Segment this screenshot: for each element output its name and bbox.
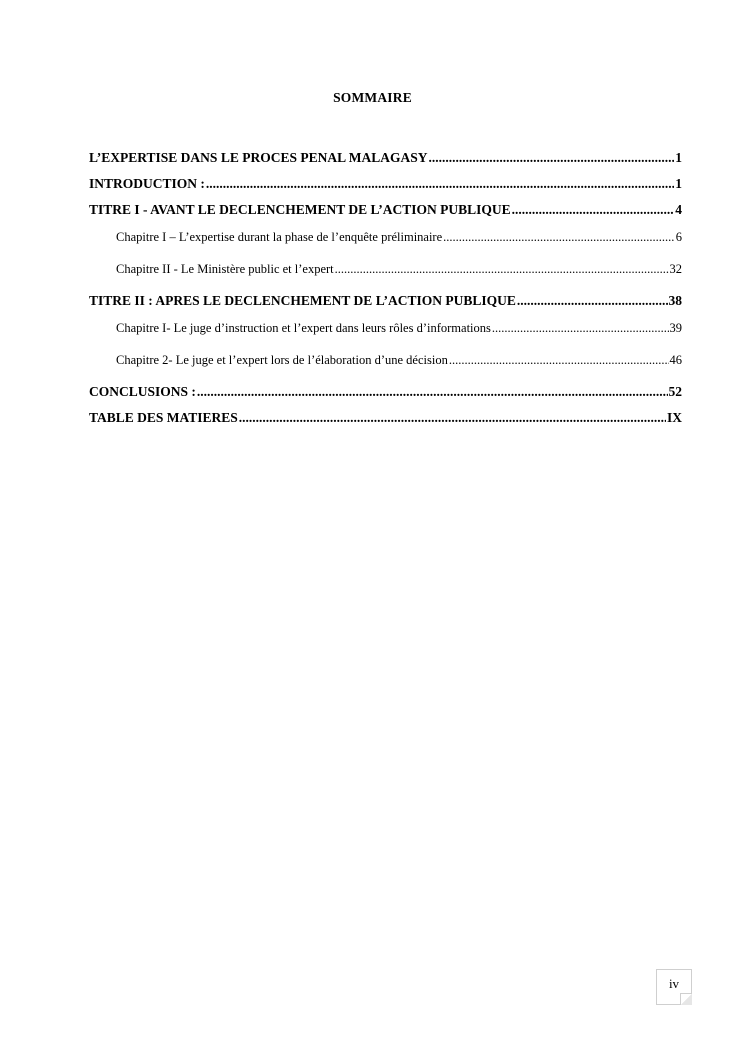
toc-entry-page: 39	[669, 321, 682, 335]
toc-entry-label: CONCLUSIONS :	[89, 384, 196, 399]
toc-entry-label: Chapitre II - Le Ministère public et l’expert	[116, 262, 334, 276]
toc-leader-dots	[449, 353, 669, 368]
page-title: SOMMAIRE	[333, 90, 412, 105]
toc-entry-page: 46	[669, 353, 682, 367]
toc-entry[interactable]	[89, 293, 682, 309]
toc-entry-page: 52	[668, 384, 682, 399]
toc-entry[interactable]	[89, 321, 682, 336]
toc-entry[interactable]	[89, 262, 682, 277]
toc-entry-label: TABLE DES MATIERES	[89, 410, 238, 425]
toc-leader-dots	[512, 202, 675, 218]
toc-entry-page: 38	[668, 293, 682, 308]
toc-entry[interactable]	[89, 202, 682, 218]
toc-entry-page: IX	[666, 410, 682, 425]
toc-leader-dots	[517, 293, 668, 309]
toc-leader-dots	[428, 150, 674, 166]
toc-entry[interactable]	[89, 410, 682, 426]
toc-entry[interactable]	[89, 176, 682, 192]
toc-entry-label: INTRODUCTION :	[89, 176, 205, 191]
page-number: iv	[668, 976, 680, 991]
toc-leader-dots	[206, 176, 674, 192]
toc-entry[interactable]	[89, 150, 682, 166]
toc-entry-page: 32	[669, 262, 682, 276]
page-number-box	[656, 969, 692, 1005]
toc-leader-dots	[492, 321, 669, 336]
toc-entry-label: Chapitre I- Le juge d’instruction et l’expert dans leurs rôles d’informations	[116, 321, 491, 335]
toc-entry-label: Chapitre I – L’expertise durant la phase de l’enquête préliminaire	[116, 230, 443, 244]
toc-entry-page: 6	[675, 230, 682, 244]
toc-entry[interactable]	[89, 384, 682, 400]
page-curl-decoration	[680, 993, 692, 1005]
toc-leader-dots	[197, 384, 668, 400]
toc-entry-label: TITRE I - AVANT LE DECLENCHEMENT DE L’ACTION PUBLIQUE	[89, 202, 511, 217]
toc-entry-label: TITRE II : APRES LE DECLENCHEMENT DE L’ACTION PUBLIQUE	[89, 293, 516, 308]
toc-leader-dots	[239, 410, 666, 426]
toc-entry-page: 4	[675, 202, 682, 217]
toc-leader-dots	[443, 230, 675, 245]
toc-entry-page: 1	[675, 176, 682, 191]
toc-leader-dots	[335, 262, 669, 277]
toc-entry-label: Chapitre 2- Le juge et l’expert lors de l’élaboration d’une décision	[116, 353, 448, 367]
toc-entry-label: L’EXPERTISE DANS LE PROCES PENAL MALAGASY	[89, 150, 428, 165]
toc-entry[interactable]	[89, 353, 682, 368]
toc-entry-page: 1	[675, 150, 682, 165]
toc-entry[interactable]	[89, 230, 682, 245]
